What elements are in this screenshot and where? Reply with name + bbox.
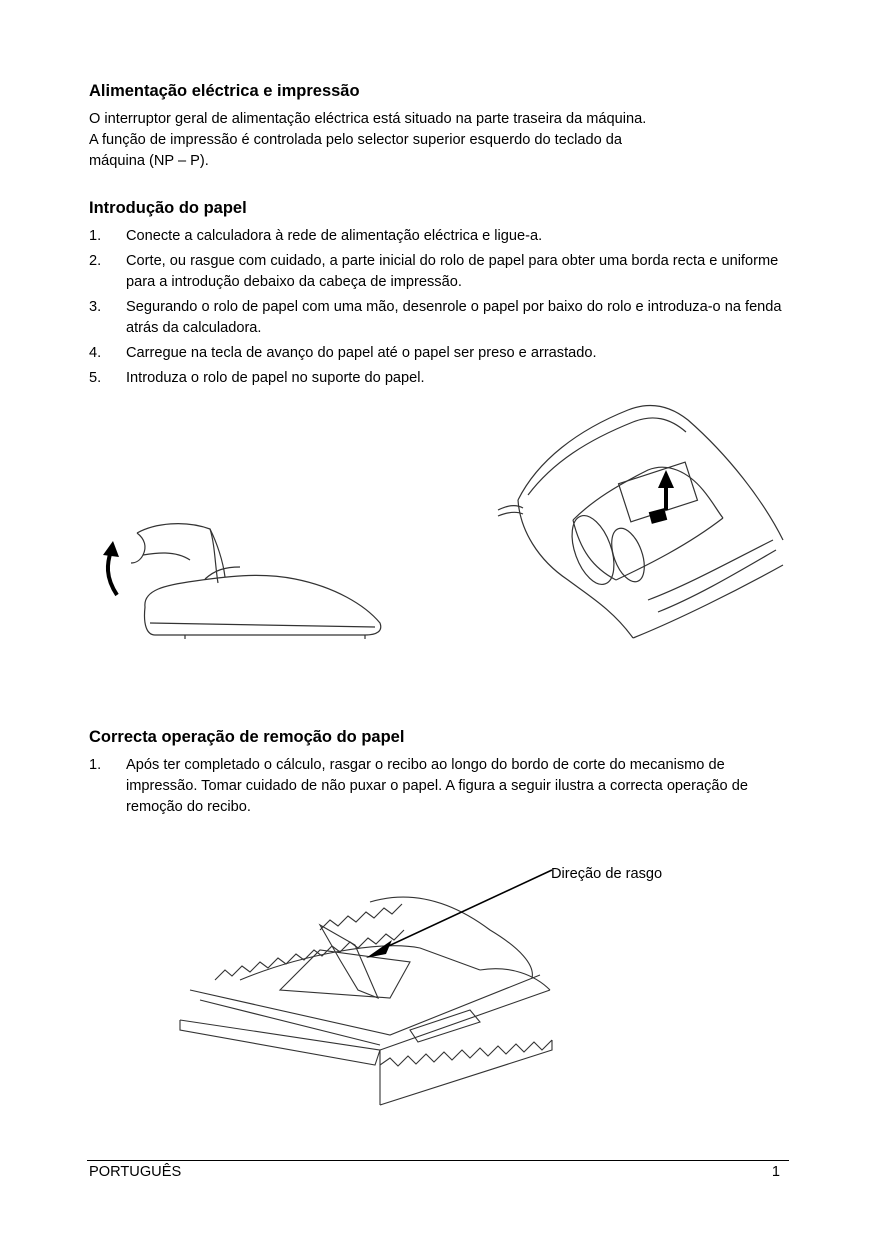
paragraph-line: máquina (NP – P).: [89, 153, 209, 169]
item-number: 3.: [89, 299, 102, 315]
paper-insertion-steps: [89, 226, 789, 393]
footer-divider: [87, 1160, 789, 1161]
page-number: 1: [771, 1164, 780, 1180]
item-text: Conecte a calculadora à rede de alimentação eléctrica e ligue-a.: [126, 228, 543, 244]
item-number: 5.: [89, 370, 102, 386]
item-number: 1.: [89, 757, 102, 773]
list-item: [89, 368, 789, 389]
item-number: 2.: [89, 253, 102, 269]
section-title-paper-insertion: Introdução do papel: [89, 199, 247, 217]
list-item: [89, 251, 789, 293]
item-number: 1.: [89, 228, 102, 244]
item-text: Segurando o rolo de papel com uma mão, desenrole o papel por baixo do rolo e introduza-o na fenda atrás da calculadora.: [126, 299, 782, 336]
list-item: [89, 297, 789, 339]
printer-mechanism-illustration: [498, 400, 788, 645]
list-item: [89, 755, 789, 818]
paragraph-line: A função de impressão é controlada pelo selector superior esquerdo do teclado da: [89, 132, 623, 148]
list-item: [89, 226, 789, 247]
receipt-tear-illustration: [180, 870, 560, 1110]
section-title-paper-removal: Correcta operação de remoção do papel: [89, 728, 405, 746]
paragraph-line: O interruptor geral de alimentação eléctrica está situado na parte traseira da máquina.: [89, 111, 647, 127]
item-text: Corte, ou rasgue com cuidado, a parte inicial do rolo de papel para obter uma borda recta e uniforme para a introdução debaixo da cabeça de impressão.: [126, 253, 779, 290]
section-title-power-printing: Alimentação eléctrica e impressão: [89, 82, 360, 100]
power-printing-paragraph: [89, 109, 809, 172]
tear-direction-label: Direção de rasgo: [551, 866, 663, 882]
item-text: Após ter completado o cálculo, rasgar o recibo ao longo do bordo de corte do mecanismo de impressão. Tomar cuidado de não puxar o papel. A figura a seguir ilustra a correcta operação de remoção do recibo.: [126, 757, 748, 815]
item-text: Introduza o rolo de papel no suporte do papel.: [126, 370, 425, 386]
item-text: Carregue na tecla de avanço do papel até o papel ser preso e arrastado.: [126, 345, 597, 361]
calculator-cover-illustration: [95, 515, 395, 645]
list-item: [89, 343, 789, 364]
paper-removal-steps: [89, 755, 789, 822]
footer-language: PORTUGUÊS: [89, 1164, 182, 1180]
item-number: 4.: [89, 345, 102, 361]
